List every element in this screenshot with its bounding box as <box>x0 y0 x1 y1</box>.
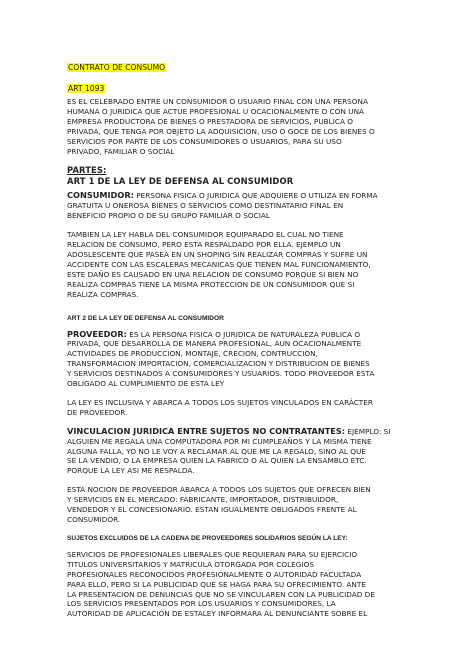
document-title: CONTRATO DE CONSUMO <box>68 63 166 72</box>
law-line: TAMBIEN LA LEY HABLA DEL CONSUMIDOR EQUIPARADO EL CUAL NO TIENE <box>67 230 344 240</box>
inclusive-line: LA LEY ES INCLUSIVA Y ABARCA A TODOS LOS SUJETOS VINCULADOS EN CARÁCTER <box>67 397 373 407</box>
law-line: ACCIDENTE CON LAS ESCALERAS MECANICAS QUE TIENEN MAL FUNCIONAMIENTO, <box>67 259 371 269</box>
intro-line: PRIVADA, QUE TENGA POR OBJETO LA ADQUISICION, USO O GOCE DE LOS BIENES O <box>67 126 375 136</box>
equiparado-paragraph <box>67 230 412 299</box>
intro-paragraph <box>67 97 412 156</box>
consumer-term: CONSUMIDOR: <box>67 190 134 201</box>
law-line: REALIZA COMPRAS TIENE LA MISMA PROTECCION DE UN CONSUMIDOR QUE SI <box>67 279 355 289</box>
services-paragraph <box>67 550 412 619</box>
title-row <box>67 55 412 72</box>
inclusive-line: DE PROVEEDOR. <box>67 407 128 417</box>
vinculacion-line: SE LA VENDIO, O LA EMPRESA QUIEN LA FABRICO O AL QUIEN LA ENSAMBLO ETC. <box>67 456 367 466</box>
consumer-paragraph <box>67 191 412 221</box>
provider-line: Y SERVICIOS DESTINADOS A CONSUMIDORES Y USUARIOS. TODO PROVEEDOR ESTA <box>67 369 375 379</box>
art2-heading: ART 2 DE LA LEY DE DEFENSA AL CONSUMIDOR <box>67 314 224 322</box>
provider-line: ES LA PERSONA FISICA O JURIDICA DE NATURALEZA PUBLICA O <box>126 329 361 339</box>
services-line: LA PRESENTACION DE DENUNCIAS QUE NO SE VINCULAREN CON LA PUBLICIDAD DE <box>67 589 375 599</box>
provider-line: ACTIVIDADES DE PRODUCCION, MONTAJE, CRECION, CONTRUCCION, <box>67 349 318 359</box>
consumer-line-first <box>67 191 412 201</box>
nocion-paragraph <box>67 485 412 525</box>
excluded-heading: SUJETOS EXCLUIDOS DE LA CADENA DE PROVEEDORES SOLIDARIOS SEGÚN LA LEY: <box>67 534 348 542</box>
inclusive-paragraph <box>67 398 412 418</box>
services-line: PARA ELLO, PERO SI LA PUBLICIDAD QUE SE HAGA PARA SU OFRECIMIENTO. ANTE <box>67 579 366 589</box>
intro-line: ES EL CELEBRADO ENTRE UN CONSUMIDOR O USUARIO FINAL CON UNA PERSONA <box>67 97 368 106</box>
intro-line: EMPRESA PRODUCTORA DE BIENES O PRESTADORA DE SERVICIOS, PUBLICA O <box>67 116 354 126</box>
vinculacion-line: EJEMPLO: SI <box>345 426 391 436</box>
consumer-line: GRATUITA U ONEROSA BIENES O SERVICIOS COMO DESTINATARIO FINAL EN <box>67 201 344 211</box>
provider-line: OBLIGADO AL CUMPLIMIENTO DE ESTA LEY <box>67 379 225 389</box>
intro-line: HUMANA O JURIDICA QUE ACTUE PROFESIONAL U OCACIONALMENTE O CON UNA <box>67 106 365 116</box>
law-line: ADOSLESCENTE QUE PASEA EN UN SHOPING SIN REALIZAR COMPRAS Y SUFRE UN <box>67 249 368 259</box>
article-row <box>67 76 412 93</box>
provider-term: PROVEEDOR: <box>67 328 127 339</box>
vinculacion-line: ALGUIEN ME REGALA UNA COMPUTADORA POR MI CUMPLEAÑOS Y LA MISMA TIENE <box>67 436 372 446</box>
nocion-line: ESTA NOCION DE PROVEEDOR ABARCA A TODOS LOS SUJETOS QUE OFRECEN BIEN <box>67 485 371 495</box>
provider-line-first <box>67 330 412 340</box>
article-number: ART 1093 <box>68 84 105 93</box>
provider-line: TRANSFORMACION IMPORTACION, COMERCIALIZACION Y DISTRIBUCION DE BIENES <box>67 359 370 369</box>
consumer-line: PERSONA FISICA O JURIDICA QUE ADQUIERE O UTILIZA EN FORMA <box>133 191 378 201</box>
vinculacion-line: PORQUE LA LEY ASI ME RESPALDA. <box>67 466 195 476</box>
services-line: AUTORIDAD DE APLICACIÓN DE ESTALEY INFORMARA AL DENUNCIANTE SOBRE EL <box>67 609 368 619</box>
vinculacion-term: VINCULACION JURIDICA ENTRE SUJETOS NO CONTRATANTES: <box>67 425 346 436</box>
vinculacion-line: ALGUNA FALLA, YO NO LE VOY A RECLAMAR AL QUE ME LA REGALO, SINO AL QUE <box>67 446 366 456</box>
services-line: SERVICIOS DE PROFESIONALES LIBERALES QUE REQUIERAN PARA SU EJERCICIO <box>67 549 358 559</box>
vinculacion-line-first <box>67 427 412 437</box>
provider-line: PRIVADA, QUE DESARROLLA DE MANERA PROFESIONAL, AUN OCACIONALMENTE <box>67 339 362 349</box>
services-line: PROFESIONALES RECONOCIDOS PROFESIONALMENTE O AUTORIDAD FACULTADA <box>67 569 362 579</box>
nocion-line: CONSUMIDOR. <box>67 515 121 524</box>
services-line: LOS SERVICIOS PRESENTADOS POR LOS USUARIOS Y CONSUMIDORES, LA <box>67 599 336 609</box>
parts-heading: PARTES: <box>67 165 107 176</box>
law-line: ESTE DAÑO ES CAUSADO EN UNA RELACION DE CONSUMO PORQUE SI BIEN NO <box>67 269 359 279</box>
law-line: REALIZA COMPRAS. <box>67 289 139 299</box>
art1-heading: ART 1 DE LA LEY DE DEFENSA AL CONSUMIDOR <box>67 176 294 187</box>
intro-line: PRIVADO, FAMILIAR O SOCIAL <box>67 146 175 156</box>
provider-paragraph <box>67 330 412 389</box>
intro-line: SERVICIOS POR PARTE DE LOS CONSUMIDORES O USUARIOS, PARA SU USO <box>67 136 342 146</box>
nocion-line: VENDEDOR Y EL CONCESIONARIO. ESTAN IGUALMENTE OBLIGADOS FRENTE AL <box>67 505 357 515</box>
vinculacion-paragraph <box>67 427 412 477</box>
services-line: TITULOS UNIVERSITARIOS Y MATRICULA OTORGADA POR COLEGIOS <box>67 559 314 569</box>
document-content <box>67 55 412 628</box>
law-line: RELACION DE CONSUMO, PERO ESTA RESPALDADO POR ELLA. EJEMPLO UN <box>67 240 341 250</box>
nocion-line: Y SERVICIOS EN EL MERCADO: FABRICANTE, IMPORTADOR, DISTRIBUIDOR, <box>67 495 339 505</box>
consumer-line: BENEFICIO PROPIO O DE SU GRUPO FAMILIAR O SOCIAL <box>67 211 270 221</box>
